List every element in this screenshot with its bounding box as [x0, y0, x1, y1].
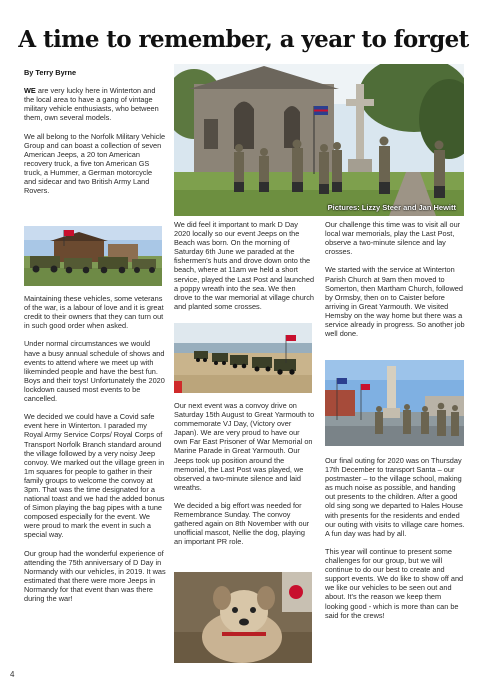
- paragraph: Under normal circumstances we would have a busy annual schedule of shows and events to attend where we meet up with likeminded people and have the best fun. Boys and their toys! Unfortunately the 2020 lockdown caused most events to be cancelled.: [24, 339, 165, 404]
- lead-word: WE: [24, 86, 36, 96]
- photo-yarmouth-memorial: [325, 360, 464, 446]
- article-title: A time to remember, a year to forget: [18, 26, 469, 53]
- paragraph: This year will continue to present some challenges for our group, but we will continue to do our best to create and support events. We do like to show off and we like our vehicles to be seen out and about. It's the reason we keep them looking good - which is more than can be said for the crews!: [325, 546, 464, 620]
- column-3: [325, 220, 465, 347]
- paragraph: Maintaining these vehicles, some veterans of the war, is a labour of love and it is great credit to their owners that they can turn out in such good order when asked.: [24, 294, 164, 331]
- photo-church-memorial: [174, 64, 464, 216]
- paragraph: We decided we could have a Covid safe event here in Winterton. I paraded my Royal Army Service Corps/ Royal Corps of Transport Norfolk Branch standard around the village followed by a very noisy Jeep convoy. We marked out the village green in 1m squares for people to gather in their family groups to welcome the convoy at 3pm. That was the time designated for a national toast and we had the added bonus of Simon playing the bag pipes with a tune composed especially for the event. We were proud to mark the event in such a special way.: [24, 412, 165, 540]
- column-2: [174, 220, 315, 320]
- paragraph: We decided a big effort was needed for Remembrance Sunday. The convoy gathered again on 8th November with our unofficial mascot, Nellie the dog, playing an important PR role.: [174, 501, 310, 547]
- column-1: [24, 68, 166, 204]
- column-1-continued: [24, 294, 166, 612]
- paragraph: We started with the service at Winterton Parish Church at 9am then moved to Somerton, then Martham Church, followed by Ormsby, then on to Caister before arriving in Great Yarmouth. We visited Hemsby on the way home but there was a service already in progress. So another job well done.: [325, 265, 465, 339]
- photo-credit: Pictures: Lizzy Steer and Jan Hewitt: [327, 203, 456, 212]
- paragraph: Our group had the wonderful experience of attending the 75th anniversary of D Day in Normandy with our vehicles, in 2019. It was estimated that there were more Jeeps in Normandy for that event than was there during the war!: [24, 548, 166, 604]
- column-2-continued: [174, 401, 315, 556]
- paragraph: We all belong to the Norfolk Military Vehicle Group and can boast a collection of seven American Jeeps, a 20 ton American recovery truck, a five ton American GS truck, a Hummer, a German motorcycle and sidecar and two British Army Land Rovers.: [24, 131, 166, 196]
- paragraph: WE are very lucky here in Winterton and the local area to have a gang of vintage military vehicle enthusiasts, who between them, own several models.: [24, 86, 159, 123]
- column-3-continued: [325, 456, 465, 629]
- paragraph: Our next event was a convoy drive on Saturday 15th August to Great Yarmouth to commemorate VJ Day, (Victory over Japan). We are very proud to have our own Far East Prisoner of War Memorial on Marine Parade in Great Yarmouth. Our Jeeps took up position around the memorial, the Last Post was played, we observed a two-minute silence and laid wreaths.: [174, 401, 315, 492]
- photo-nellie-the-dog: [174, 572, 312, 663]
- paragraph: Our challenge this time was to visit all our local war memorials, play the Last Post, observe a two-minute silence and lay crosses.: [325, 220, 461, 257]
- photo-jeeps-hut: [24, 226, 162, 286]
- photo-jeeps-on-beach: [174, 323, 312, 393]
- page-number: 4: [10, 670, 15, 679]
- paragraph: Our final outing for 2020 was on Thursday 17th December to transport Santa – our postmaster – to the village school, making as much noise as possible, and handing out presents to the children. After a good old sing song we departed to Hales House with presents for the residents and ended our outing with visits to village care homes. A fun day was had by all.: [325, 456, 465, 538]
- paragraph: We did feel it important to mark D Day 2020 locally so our event Jeeps on the Beach was born. On the morning of Saturday 6th June we paraded at the fishermen's huts and drove down onto the beach, where at 11am we held a short service, played the Last Post and launched a poppy wreath into the sea. We then drove to the war memorial at village church and planted some crosses.: [174, 220, 315, 311]
- byline: By Terry Byrne: [24, 68, 77, 77]
